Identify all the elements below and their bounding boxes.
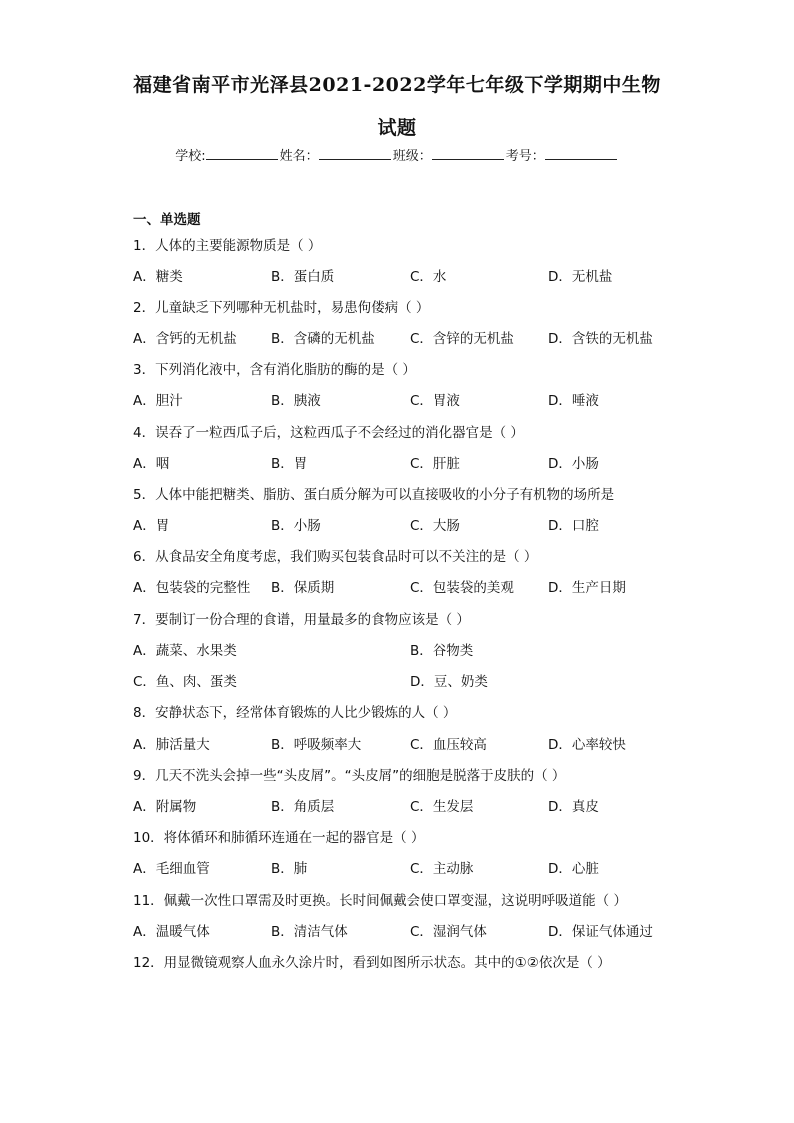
option-d: D．口腔 [548, 518, 599, 534]
option-a: A．蔬菜、水果类 [133, 643, 237, 659]
option-c: C．大肠 [410, 518, 460, 534]
option-a: A．附属物 [133, 799, 197, 815]
option-b: B．角质层 [271, 799, 335, 815]
option-a: A．温暖气体 [133, 924, 210, 940]
question-stem: 12．用显微镜观察人血永久涂片时，看到如图所示状态。其中的①②依次是（ ） [133, 955, 611, 971]
option-d: D．心率较快 [548, 737, 626, 753]
class-blank[interactable] [432, 147, 504, 160]
number-label: 考号： [505, 149, 545, 164]
option-row [133, 576, 693, 596]
question-stem: 11．佩戴一次性口罩需及时更换。长时间佩戴会使口罩变湿，这说明呼吸道能（ ） [133, 893, 627, 909]
question-stem: 5．人体中能把糖类、脂肪、蛋白质分解为可以直接吸收的小分子有机物的场所是 [133, 487, 615, 503]
name-label: 姓名： [279, 149, 319, 164]
option-row [133, 795, 693, 815]
option-b: B．谷物类 [410, 643, 474, 659]
option-row [133, 452, 693, 472]
option-row [133, 389, 693, 409]
option-b: B．含磷的无机盐 [271, 331, 375, 347]
option-c: C．水 [410, 269, 447, 285]
option-b: B．保质期 [271, 580, 335, 596]
question-stem: 8．安静状态下，经常体育锻炼的人比少锻炼的人（ ） [133, 705, 457, 721]
option-c: C．血压较高 [410, 737, 487, 753]
option-d: D．豆、奶类 [410, 674, 488, 690]
option-d: D．生产日期 [548, 580, 626, 596]
question-stem: 6．从食品安全角度考虑，我们购买包装食品时可以不关注的是（ ） [133, 549, 538, 565]
option-c: C．湿润气体 [410, 924, 487, 940]
option-row [133, 639, 693, 659]
option-row [133, 327, 693, 347]
option-d: D．真皮 [548, 799, 599, 815]
number-blank[interactable] [545, 147, 617, 160]
option-b: B．清洁气体 [271, 924, 348, 940]
option-d: D．含铁的无机盐 [548, 331, 653, 347]
option-a: A．胃 [133, 518, 170, 534]
exam-title-line1: 福建省南平市光泽县2021-2022学年七年级下学期期中生物 [133, 74, 661, 96]
option-row [133, 857, 693, 877]
option-b: B．胰液 [271, 393, 321, 409]
option-a: A．咽 [133, 456, 170, 472]
option-a: A．糖类 [133, 269, 183, 285]
option-a: A．胆汁 [133, 393, 183, 409]
question-stem: 9．几天不洗头会掉一些“头皮屑”。“头皮屑”的细胞是脱落于皮肤的（ ） [133, 768, 566, 784]
option-row [133, 670, 693, 690]
option-b: B．胃 [271, 456, 308, 472]
option-c: C．包装袋的美观 [410, 580, 514, 596]
school-label: 学校: [175, 149, 206, 164]
option-b: B．小肠 [271, 518, 321, 534]
question-stem: 4．误吞了一粒西瓜子后，这粒西瓜子不会经过的消化器官是（ ） [133, 425, 524, 441]
option-c: C．含锌的无机盐 [410, 331, 514, 347]
option-row [133, 265, 693, 285]
question-stem: 2．儿童缺乏下列哪种无机盐时，易患佝偻病（ ） [133, 300, 430, 316]
question-stem: 10．将体循环和肺循环连通在一起的器官是（ ） [133, 830, 425, 846]
section-title: 一、单选题 [133, 212, 201, 228]
option-b: B．呼吸频率大 [271, 737, 362, 753]
option-d: D．心脏 [548, 861, 599, 877]
option-row [133, 920, 693, 940]
option-row [133, 733, 693, 753]
option-row [133, 514, 693, 534]
option-c: C．肝脏 [410, 456, 460, 472]
option-d: D．唾液 [548, 393, 599, 409]
option-c: C．胃液 [410, 393, 460, 409]
option-a: A．含钙的无机盐 [133, 331, 237, 347]
option-a: A．肺活量大 [133, 737, 210, 753]
option-d: D．小肠 [548, 456, 599, 472]
option-a: A．毛细血管 [133, 861, 210, 877]
question-stem: 1．人体的主要能源物质是（ ） [133, 238, 322, 254]
option-d: D．保证气体通过 [548, 924, 653, 940]
option-c: C．鱼、肉、蛋类 [133, 674, 237, 690]
option-d: D．无机盐 [548, 269, 613, 285]
option-c: C．生发层 [410, 799, 474, 815]
option-b: B．肺 [271, 861, 308, 877]
class-label: 班级： [392, 149, 432, 164]
question-stem: 3．下列消化液中，含有消化脂肪的酶的是（ ） [133, 362, 416, 378]
student-info-line [0, 145, 794, 164]
exam-title-line2: 试题 [377, 117, 417, 139]
option-b: B．蛋白质 [271, 269, 335, 285]
school-blank[interactable] [206, 147, 278, 160]
question-stem: 7．要制订一份合理的食谱，用量最多的食物应该是（ ） [133, 612, 470, 628]
option-c: C．主动脉 [410, 861, 474, 877]
option-a: A．包装袋的完整性 [133, 580, 251, 596]
name-blank[interactable] [319, 147, 391, 160]
